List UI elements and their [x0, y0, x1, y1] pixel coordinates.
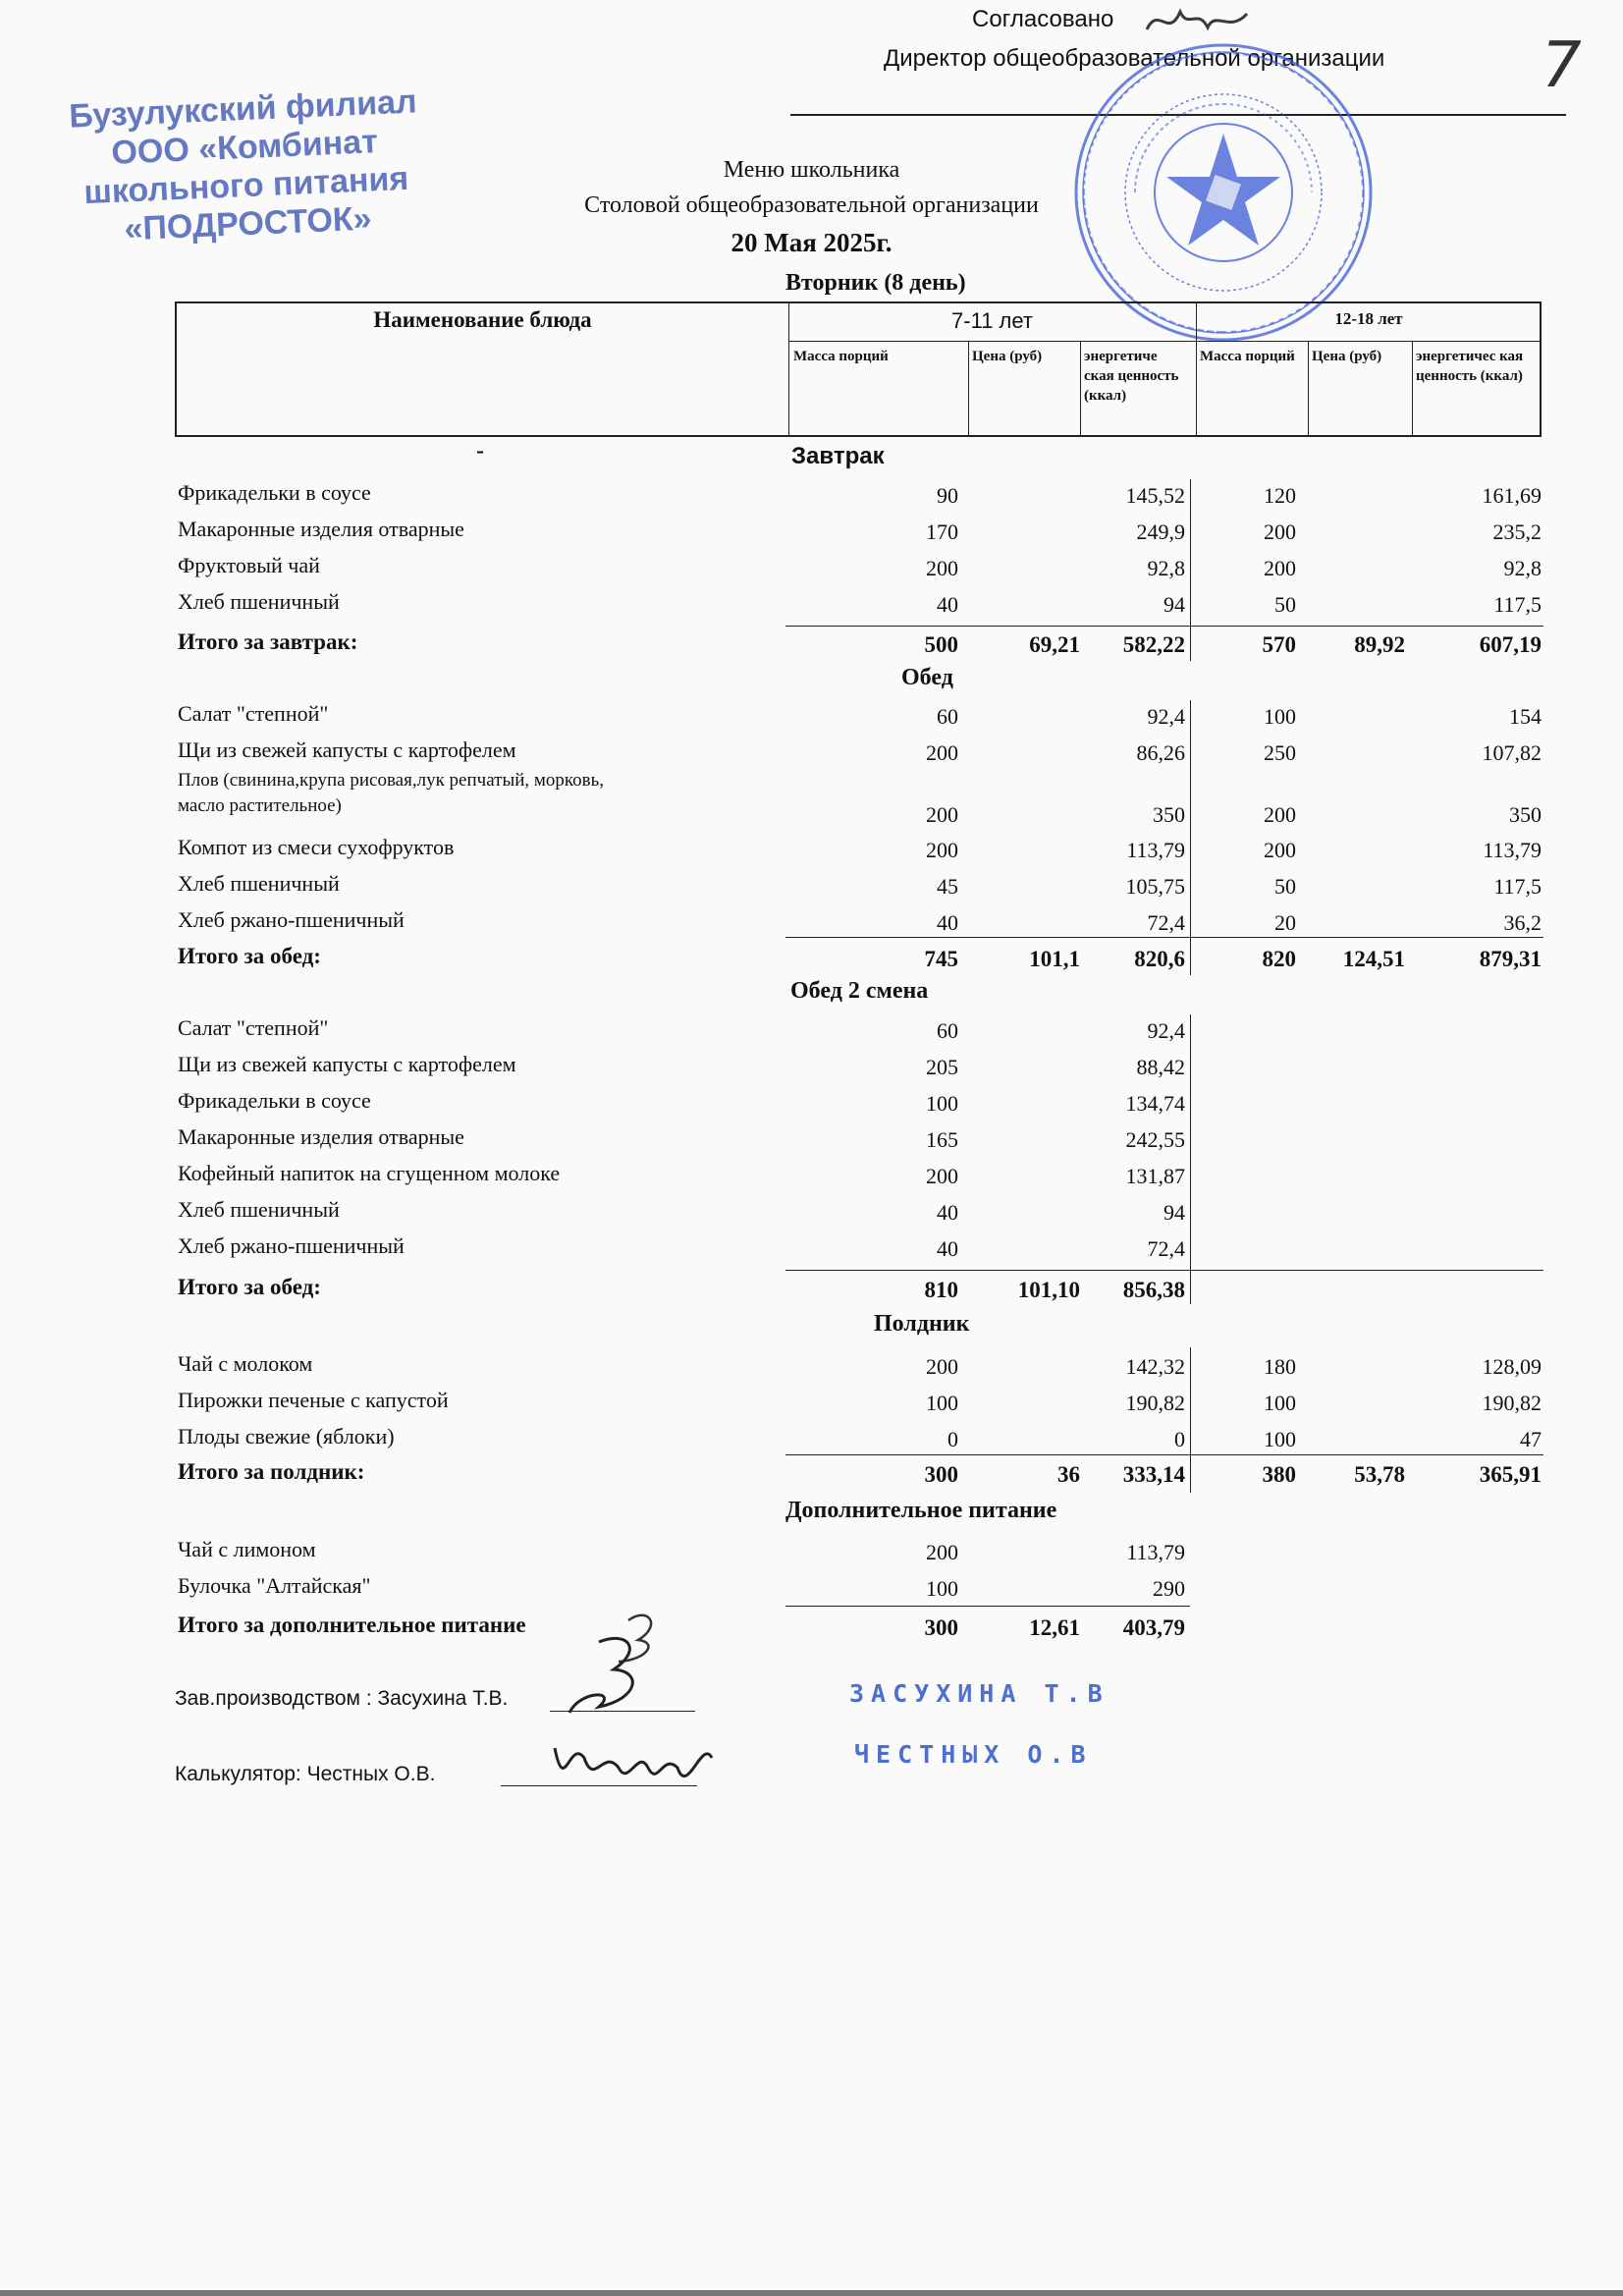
energy-12-18: 107,82 [1482, 740, 1542, 765]
total-portion-12-18: 380 [1262, 1462, 1296, 1487]
age-group-12-18-header: 12-18 лет [1334, 309, 1403, 328]
dish-name: Хлеб пшеничный [178, 589, 340, 614]
total-energy-7-11: 333,14 [1122, 1462, 1185, 1487]
approved-label: Согласовано [972, 6, 1114, 32]
energy-7-11: 249,9 [1136, 519, 1185, 544]
energy-7-11: 72,4 [1147, 910, 1185, 935]
portion-12-18: 200 [1264, 519, 1296, 544]
handwritten-page-number: 7 [1542, 29, 1582, 102]
section-snack: Полдник [874, 1311, 970, 1337]
total-row [0, 1458, 1623, 1488]
total-label: Итого за обед: [178, 1275, 321, 1299]
energy-12-18: 190,82 [1482, 1391, 1542, 1415]
dish-name: Щи из свежей капусты с картофелем [178, 1052, 516, 1076]
menu-row [0, 479, 1623, 509]
production-manager-label: Зав.производством : Засухина Т.В. [175, 1687, 509, 1710]
total-price-7-11: 101,1 [1029, 947, 1080, 971]
production-signature [560, 1630, 687, 1719]
menu-row [0, 870, 1623, 900]
energy-12-18: 154 [1509, 704, 1542, 729]
total-row [0, 629, 1623, 658]
company-stamp-line: школьного питания [82, 159, 409, 212]
calculator-signature [545, 1728, 722, 1807]
portion-7-11: 90 [937, 483, 958, 508]
dish-name: Чай с молоком [178, 1351, 313, 1376]
energy-7-11: 142,32 [1125, 1354, 1185, 1379]
energy-header-2: энергетичес кая ценность (ккал) [1416, 349, 1524, 384]
dish-name: Хлеб пшеничный [178, 871, 340, 896]
menu-row [0, 552, 1623, 581]
menu-row [0, 1387, 1623, 1416]
energy-7-11: 145,52 [1125, 483, 1185, 508]
company-stamp-line: Бузулукский филиал [68, 82, 418, 136]
energy-7-11: 131,87 [1125, 1164, 1185, 1188]
energy-7-11: 190,82 [1125, 1391, 1185, 1415]
dish-name: Хлеб ржано-пшеничный [178, 1233, 405, 1258]
total-row [0, 1612, 1623, 1641]
menu-weekday: Вторник (8 день) [785, 270, 966, 296]
dish-name: Кофейный напиток на сгущенном молоке [178, 1161, 561, 1185]
price-header-2: Цена (руб) [1312, 349, 1382, 364]
portion-7-11: 40 [937, 592, 958, 617]
energy-12-18: 117,5 [1493, 592, 1542, 617]
portion-7-11: 40 [937, 1236, 958, 1261]
energy-7-11: 105,75 [1125, 874, 1185, 899]
dish-name-multiline: Плов (свинина,крупа рисовая,лук репчатый, морковь, масло растительное) [178, 770, 605, 816]
dish-name: Щи из свежей капусты с картофелем [178, 738, 516, 762]
dish-name: Пирожки печеные с капустой [178, 1388, 449, 1412]
portion-7-11: 200 [926, 556, 958, 580]
dish-name: Фрикадельки в соусе [178, 1088, 371, 1113]
portion-7-11: 200 [926, 1164, 958, 1188]
portion-12-18: 100 [1264, 704, 1296, 729]
portion-7-11: 200 [926, 740, 958, 765]
age-group-7-11-header: 7-11 лет [951, 308, 1033, 333]
portion-7-11: 100 [926, 1391, 958, 1415]
menu-row [0, 1572, 1623, 1602]
menu-row [0, 588, 1623, 618]
energy-7-11: 113,79 [1126, 1540, 1185, 1564]
energy-7-11: 94 [1163, 592, 1185, 617]
portion-12-18: 200 [1264, 556, 1296, 580]
dish-name: Макаронные изделия отварные [178, 517, 464, 541]
menu-row [0, 1014, 1623, 1044]
menu-row [0, 834, 1623, 863]
energy-7-11: 134,74 [1125, 1091, 1185, 1116]
portion-7-11: 60 [937, 704, 958, 729]
dish-name: Макаронные изделия отварные [178, 1124, 464, 1149]
menu-date: 20 Мая 2025г. [730, 228, 893, 257]
production-name-stamp: ЗАСУХИНА Т.В [849, 1679, 1109, 1708]
portion-7-11: 200 [926, 1540, 958, 1564]
energy-12-18: 117,5 [1493, 874, 1542, 899]
dish-name: Булочка "Алтайская" [178, 1573, 371, 1598]
energy-7-11: 88,42 [1136, 1055, 1185, 1079]
director-title: Директор общеобразовательной организации [884, 45, 1385, 72]
portion-7-11: 200 [926, 802, 958, 827]
portion-7-11: 170 [926, 519, 958, 544]
total-portion-7-11: 745 [924, 947, 958, 971]
energy-12-18: 47 [1520, 1427, 1542, 1451]
energy-7-11: 113,79 [1126, 838, 1185, 862]
portion-12-18: 200 [1264, 838, 1296, 862]
menu-title: Меню школьника [723, 157, 900, 183]
portion-7-11: 100 [926, 1576, 958, 1601]
portion-7-11: 40 [937, 1200, 958, 1225]
menu-row [0, 700, 1623, 730]
calculator-label: Калькулятор: Честных О.В. [175, 1763, 436, 1785]
total-label: Итого за дополнительное питание [178, 1613, 526, 1637]
dish-name: Чай с лимоном [178, 1537, 316, 1561]
total-portion-7-11: 300 [924, 1615, 958, 1640]
energy-7-11: 92,4 [1147, 704, 1185, 729]
energy-7-11: 86,26 [1136, 740, 1185, 765]
portion-7-11: 0 [947, 1427, 958, 1451]
energy-7-11: 72,4 [1147, 1236, 1185, 1261]
menu-row [0, 1423, 1623, 1452]
total-portion-7-11: 810 [924, 1278, 958, 1302]
total-price-7-11: 36 [1057, 1462, 1080, 1487]
total-label: Итого за полдник: [178, 1459, 365, 1484]
section-lunch: Обед [901, 665, 953, 690]
company-stamp-line: «ПОДРОСТОК» [123, 199, 373, 248]
portion-7-11: 60 [937, 1018, 958, 1043]
total-label: Итого за завтрак: [178, 629, 358, 654]
portion-12-18: 250 [1264, 740, 1296, 765]
portion-7-11: 200 [926, 1354, 958, 1379]
energy-7-11: 92,4 [1147, 1018, 1185, 1043]
menu-row [0, 1232, 1623, 1262]
portion-12-18: 50 [1274, 874, 1296, 899]
total-energy-7-11: 582,22 [1122, 632, 1185, 657]
energy-12-18: 36,2 [1503, 910, 1542, 935]
energy-12-18: 350 [1509, 802, 1542, 827]
menu-row [0, 906, 1623, 936]
section-breakfast: Завтрак [791, 443, 885, 469]
total-row [0, 1274, 1623, 1303]
portion-7-11: 200 [926, 838, 958, 862]
portion-header-1: Масса порций [793, 349, 889, 364]
portion-12-18: 100 [1264, 1391, 1296, 1415]
table-header [175, 301, 1542, 437]
total-price-7-11: 12,61 [1029, 1615, 1080, 1640]
portion-7-11: 45 [937, 874, 958, 899]
energy-12-18: 113,79 [1483, 838, 1542, 862]
total-energy-7-11: 403,79 [1122, 1615, 1185, 1640]
dish-name: Компот из смеси сухофруктов [178, 835, 455, 859]
dish-name: Хлеб ржано-пшеничный [178, 907, 405, 932]
total-price-7-11: 101,10 [1017, 1278, 1080, 1302]
dish-name: Салат "степной" [178, 701, 329, 726]
section-extra: Дополнительное питание [785, 1498, 1057, 1523]
total-energy-12-18: 607,19 [1479, 632, 1542, 657]
energy-12-18: 235,2 [1492, 519, 1542, 544]
portion-header-2: Масса порций [1200, 349, 1295, 364]
menu-row [0, 1123, 1623, 1153]
menu-row [0, 516, 1623, 545]
section-lunch-2: Обед 2 смена [790, 978, 929, 1004]
total-energy-12-18: 879,31 [1479, 947, 1542, 971]
scan-bottom-edge [0, 2290, 1623, 2296]
energy-12-18: 92,8 [1503, 556, 1542, 580]
total-label: Итого за обед: [178, 944, 321, 968]
dish-name-header: Наименование блюда [373, 307, 592, 332]
menu-row [0, 1087, 1623, 1117]
energy-header-1: энергетиче ская ценность (ккал) [1084, 349, 1179, 404]
energy-7-11: 0 [1174, 1427, 1185, 1451]
calculator-name-stamp: ЧЕСТНЫХ О.В [854, 1740, 1093, 1769]
total-price-12-18: 53,78 [1354, 1462, 1405, 1487]
total-energy-7-11: 856,38 [1122, 1278, 1185, 1302]
dish-name: Хлеб пшеничный [178, 1197, 340, 1222]
total-portion-7-11: 500 [924, 632, 958, 657]
portion-12-18: 180 [1264, 1354, 1296, 1379]
company-stamp-line: ООО «Комбинат [110, 123, 379, 172]
menu-row [0, 798, 1623, 828]
energy-12-18: 128,09 [1482, 1354, 1542, 1379]
energy-7-11: 290 [1153, 1576, 1185, 1601]
portion-12-18: 100 [1264, 1427, 1296, 1451]
total-portion-12-18: 570 [1262, 632, 1296, 657]
total-price-12-18: 89,92 [1354, 632, 1405, 657]
dish-name: Фрикадельки в соусе [178, 480, 371, 505]
menu-row [0, 1536, 1623, 1565]
total-price-12-18: 124,51 [1342, 947, 1405, 971]
portion-12-18: 20 [1274, 910, 1296, 935]
portion-12-18: 50 [1274, 592, 1296, 617]
portion-7-11: 100 [926, 1091, 958, 1116]
portion-12-18: 120 [1264, 483, 1296, 508]
total-energy-12-18: 365,91 [1479, 1462, 1542, 1487]
portion-7-11: 205 [926, 1055, 958, 1079]
price-header-1: Цена (руб) [972, 349, 1043, 364]
energy-7-11: 350 [1153, 802, 1185, 827]
menu-row [0, 737, 1623, 766]
total-price-7-11: 69,21 [1029, 632, 1080, 657]
dish-name: Фруктовый чай [178, 553, 320, 577]
menu-subtitle: Столовой общеобразовательной организации [584, 192, 1039, 218]
menu-row [0, 1196, 1623, 1226]
portion-7-11: 40 [937, 910, 958, 935]
energy-7-11: 242,55 [1125, 1127, 1185, 1152]
total-portion-12-18: 820 [1262, 947, 1296, 971]
total-row [0, 943, 1623, 972]
menu-row [0, 1051, 1623, 1080]
energy-7-11: 92,8 [1147, 556, 1185, 580]
portion-12-18: 200 [1264, 802, 1296, 827]
menu-row [0, 1160, 1623, 1189]
handwritten-approval-mark [1139, 0, 1257, 49]
portion-7-11: 165 [926, 1127, 958, 1152]
total-energy-7-11: 820,6 [1134, 947, 1185, 971]
total-portion-7-11: 300 [924, 1462, 958, 1487]
dish-name: Салат "степной" [178, 1015, 329, 1040]
energy-7-11: 94 [1163, 1200, 1185, 1225]
energy-12-18: 161,69 [1482, 483, 1542, 508]
dish-name: Плоды свежие (яблоки) [178, 1424, 395, 1449]
menu-row [0, 1350, 1623, 1380]
